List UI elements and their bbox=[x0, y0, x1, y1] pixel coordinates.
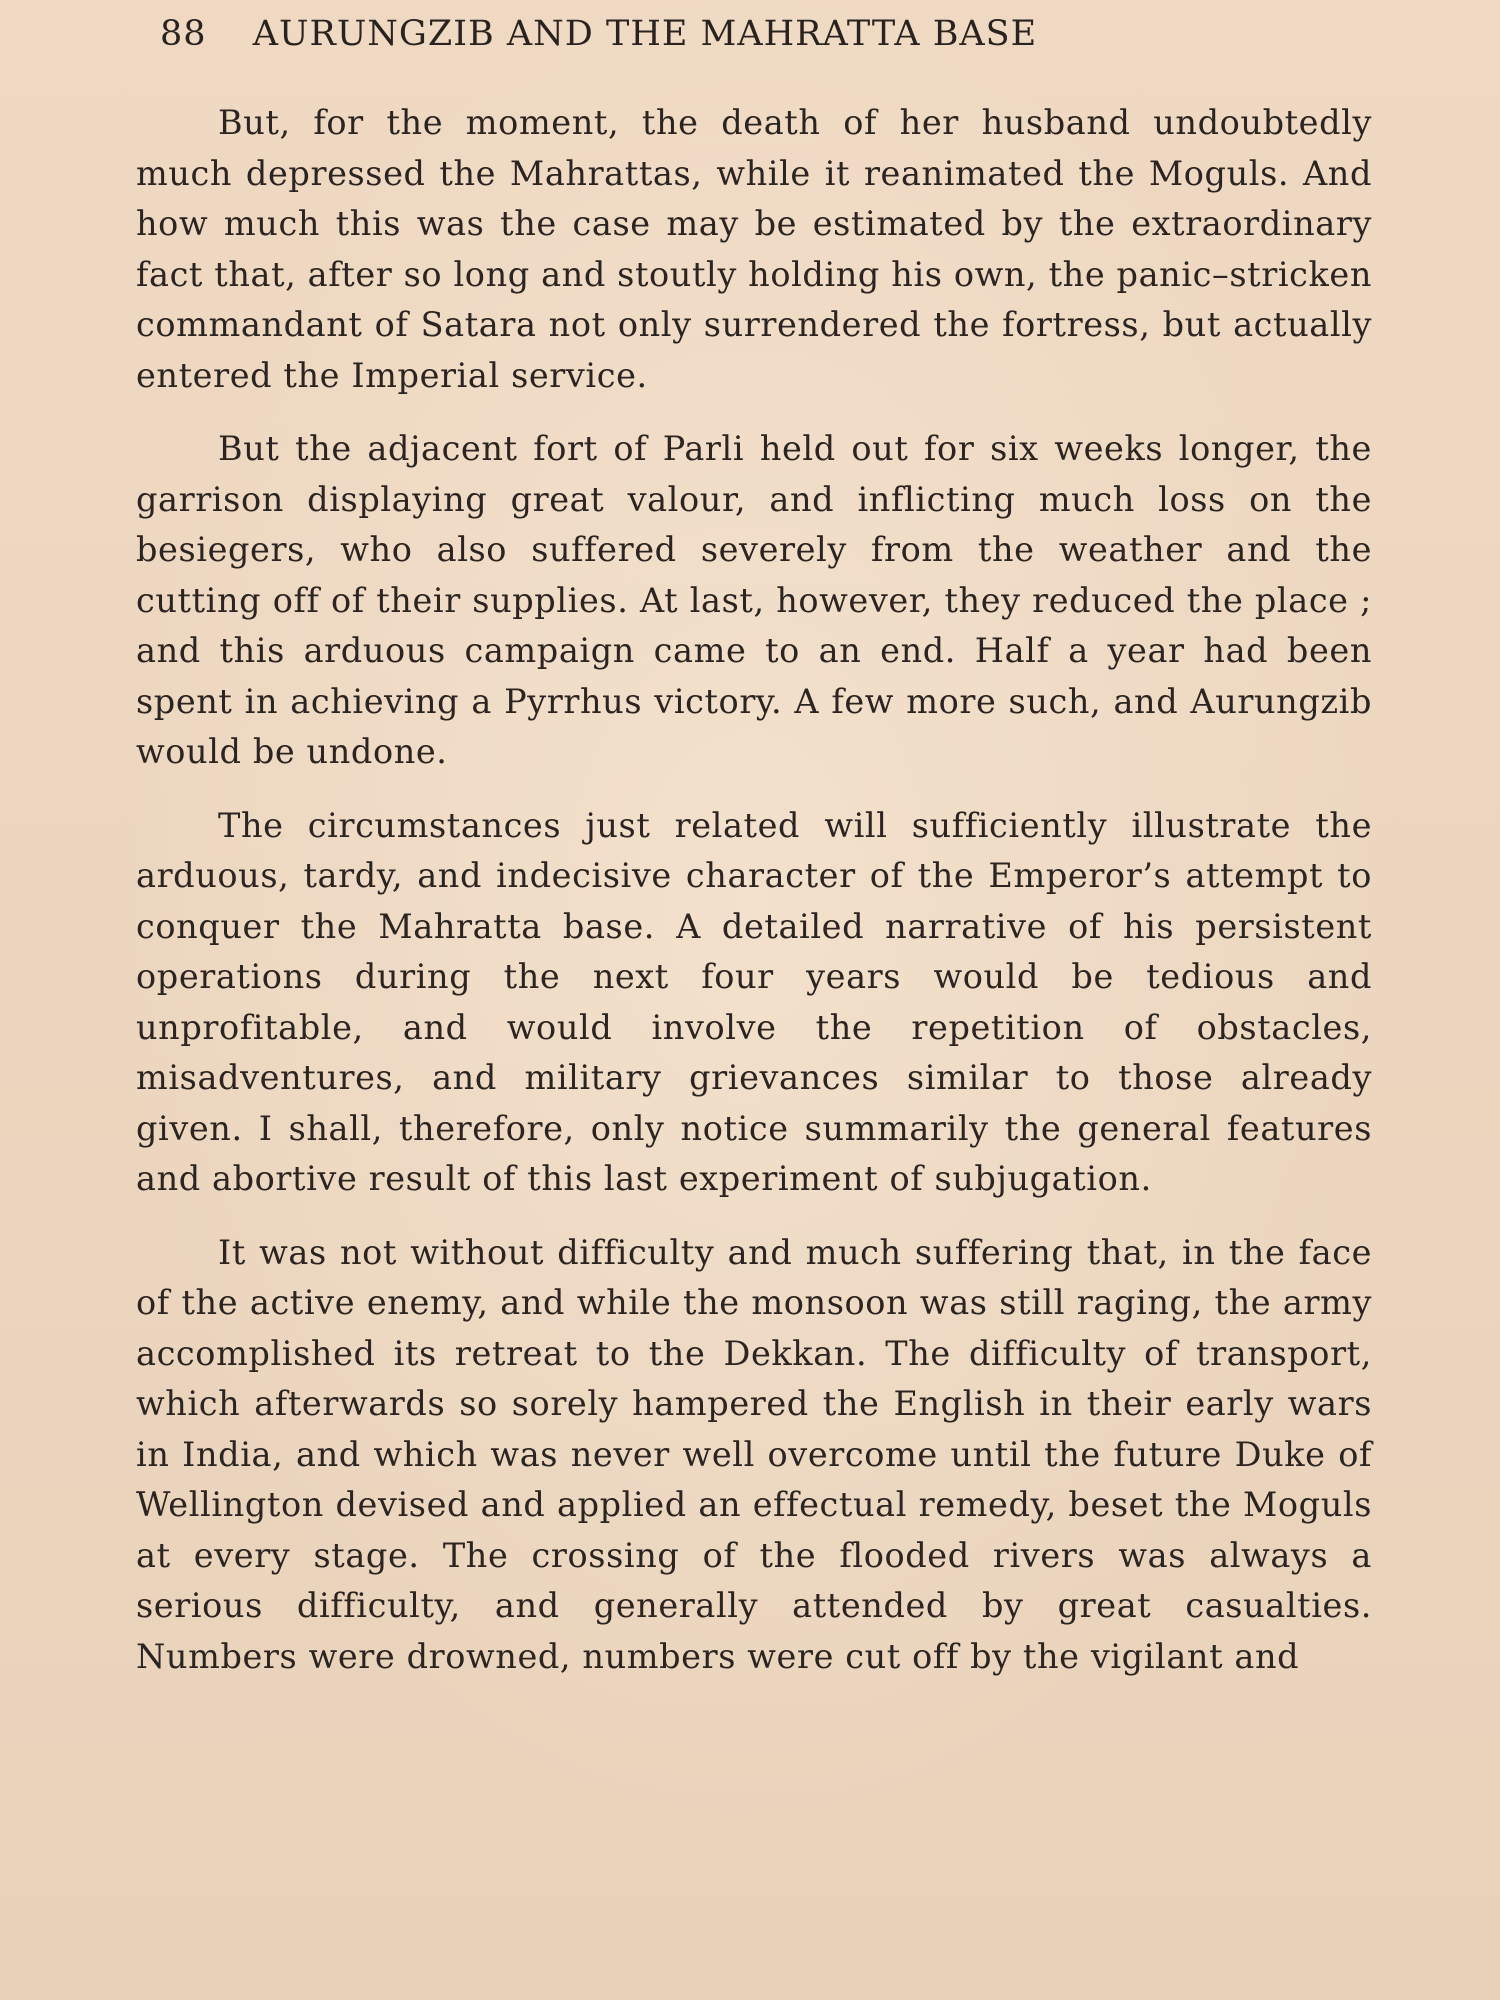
paragraph-4: It was not without difficulty and much suffering that, in the face of the active enemy, and while the monsoon was still raging, the army accomplished its retreat to the Dekkan. The difficulty of transport, which afterwards so sorely hampered the English in their early wars in India, and which was never well overcome until the future Duke of Wellington devised and applied an effectual remedy, beset the Moguls at every stage. The crossing of the flooded rivers was always a serious difficulty, and generally attended by great casualties. Numbers were drowned, numbers were cut off by the vigilant and bbox=[136, 1232, 1372, 1676]
paragraph-3: The circumstances just related will sufficiently illustrate the arduous, tardy, and indecisive character of the Emperor’s attempt to conquer the Mahratta base. A detailed narrative of his persistent operations during the next four years would be tedious and unprofitable, and would involve the repetition of obstacles, misadventures, and military grievances similar to those already given. I shall, therefore, only notice summarily the general features and abortive result of this last experiment of subjugation. bbox=[136, 805, 1372, 1198]
body-text bbox=[136, 98, 1372, 1682]
page-header bbox=[160, 14, 1280, 70]
paragraph-2: But the adjacent fort of Parli held out for six weeks longer, the garrison displaying great valour, and inflicting much loss on the besiegers, who also suffered severely from the weather and the cutting off of their supplies. At last, however, they reduced the place ; and this arduous campaign came to an end. Half a year had been spent in achieving a Pyrrhus victory. A few more such, and Aurungzib would be undone. bbox=[136, 429, 1372, 771]
page-number: 88 bbox=[160, 14, 207, 54]
running-title: AURUNGZIB AND THE MAHRATTA BASE bbox=[252, 14, 1038, 54]
paragraph-1: But, for the moment, the death of her husband undoubtedly much depressed the Mahrattas, while it reanimated the Moguls. And how much this was the case may be estimated by the extraordinary fact that, after so long and stoutly holding his own, the panic–stricken commandant of Satara not only surrendered the fortress, but actually entered the Imperial service. bbox=[136, 103, 1372, 395]
